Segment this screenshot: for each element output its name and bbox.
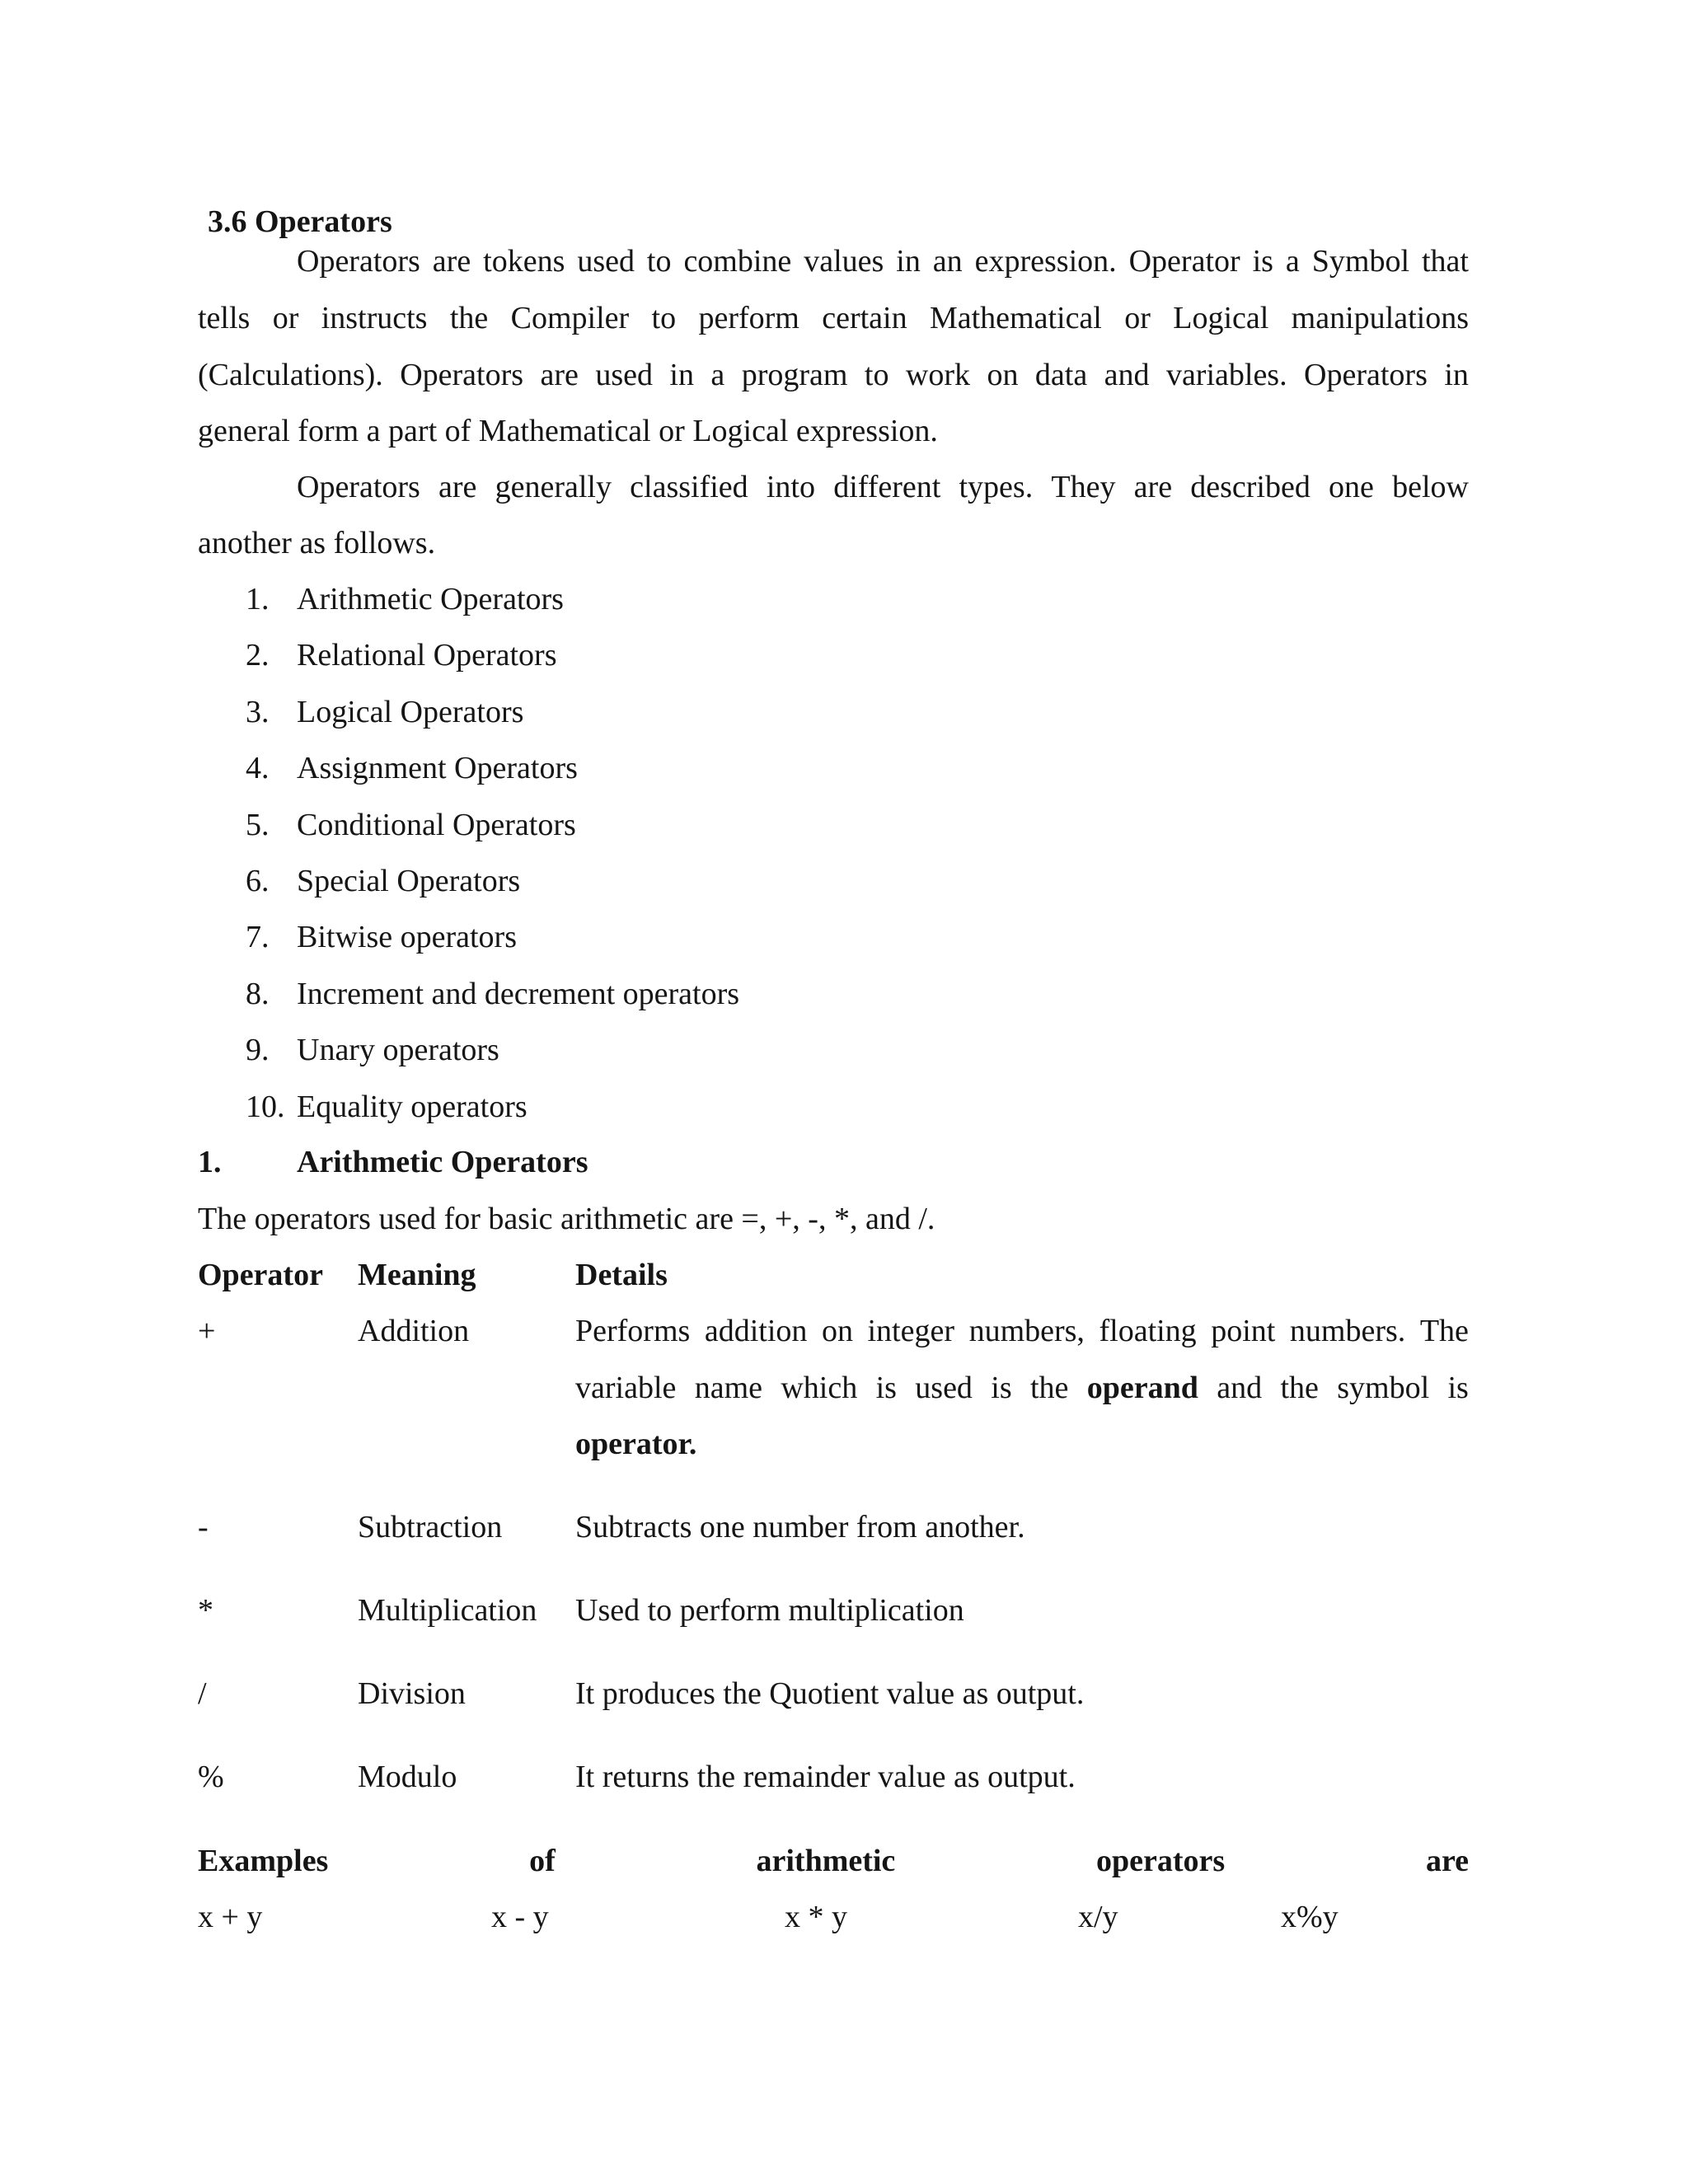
operator-details-line1 — [575, 1315, 1469, 1347]
word: an — [932, 244, 963, 279]
para1-line4: general form a part of Mathematical or Logical expression. — [198, 414, 938, 448]
list-item-label: Equality operators — [297, 1090, 528, 1124]
list-item-label: Increment and decrement operators — [297, 977, 740, 1011]
word: instructs — [321, 301, 428, 335]
list-item-number: 9. — [246, 1033, 270, 1067]
bold-term: operand — [1086, 1371, 1198, 1405]
word: a — [1285, 244, 1300, 279]
word: to — [646, 244, 672, 279]
word: in — [896, 244, 921, 279]
example-expression: x + y — [198, 1900, 263, 1934]
word: Symbol — [1311, 244, 1409, 279]
word: described — [1190, 470, 1311, 504]
word: is — [1447, 1371, 1469, 1405]
operator-symbol: % — [198, 1760, 224, 1794]
word: Operators — [1304, 358, 1428, 392]
word: and — [1217, 1371, 1263, 1405]
word: Operator — [1128, 244, 1240, 279]
operator-details-line3: operator. — [575, 1427, 697, 1461]
word: Operators — [400, 358, 524, 392]
header-operator: Operator — [198, 1258, 323, 1292]
word: of — [529, 1844, 556, 1878]
operator-details: Subtracts one number from another. — [575, 1510, 1025, 1544]
para2-line1 — [297, 471, 1469, 503]
list-item-number: 6. — [246, 864, 270, 898]
word: are — [540, 358, 579, 392]
word: values — [804, 244, 884, 279]
word: are — [432, 244, 471, 279]
operator-details: Used to perform multiplication — [575, 1593, 964, 1628]
word: Examples — [198, 1844, 329, 1878]
word: in — [669, 358, 694, 392]
operator-meaning: Addition — [358, 1314, 470, 1348]
word: the — [449, 301, 489, 335]
arith-intro: The operators used for basic arithmetic are =, +, -, *, and /. — [198, 1202, 935, 1236]
operator-symbol: * — [198, 1593, 213, 1628]
operator-meaning: Multiplication — [358, 1593, 537, 1628]
word: Performs — [575, 1314, 691, 1348]
word: to — [651, 301, 677, 335]
word: work — [905, 358, 971, 392]
subsection-number: 1. — [198, 1145, 222, 1179]
para1-line1 — [297, 246, 1469, 277]
word: different — [833, 470, 941, 504]
word: generally — [495, 470, 612, 504]
word: which — [781, 1371, 858, 1405]
word: variable — [575, 1371, 677, 1405]
word: used — [915, 1371, 973, 1405]
list-item-number: 2. — [246, 638, 270, 673]
word: below — [1392, 470, 1469, 504]
word: Operators — [297, 470, 420, 504]
list-item-number: 1. — [246, 582, 270, 616]
list-item-number: 5. — [246, 808, 270, 842]
operator-symbol: - — [198, 1510, 209, 1544]
list-item-label: Bitwise operators — [297, 920, 518, 954]
word: types. — [959, 470, 1034, 504]
word: are — [438, 470, 477, 504]
example-expression: x/y — [1078, 1900, 1118, 1934]
word: Compiler — [510, 301, 630, 335]
word: expression. — [974, 244, 1117, 279]
word: program — [741, 358, 848, 392]
word: into — [766, 470, 815, 504]
example-expression: x * y — [785, 1900, 847, 1934]
operator-details-line2 — [575, 1372, 1469, 1404]
header-meaning: Meaning — [358, 1258, 476, 1292]
list-item-label: Relational Operators — [297, 638, 557, 673]
word: operators — [1096, 1844, 1226, 1878]
examples-heading — [198, 1845, 1469, 1877]
list-item-label: Special Operators — [297, 864, 521, 898]
word: that — [1421, 244, 1469, 279]
para2-line2: another as follows. — [198, 526, 436, 560]
example-expression: x%y — [1281, 1900, 1339, 1934]
word: tells — [198, 301, 251, 335]
operator-meaning: Subtraction — [358, 1510, 503, 1544]
word: a — [710, 358, 725, 392]
list-item-label: Arithmetic Operators — [297, 582, 564, 616]
list-item-number: 7. — [246, 920, 270, 954]
word: symbol — [1337, 1371, 1430, 1405]
word: (Calculations). — [198, 358, 383, 392]
word: perform — [698, 301, 799, 335]
word: manipulations — [1291, 301, 1469, 335]
operator-details: It returns the remainder value as output. — [575, 1760, 1076, 1794]
operator-symbol: + — [198, 1314, 216, 1348]
list-item-label: Unary operators — [297, 1033, 499, 1067]
word: used — [595, 358, 653, 392]
word: or — [272, 301, 299, 335]
word: combine — [683, 244, 792, 279]
word: data — [1034, 358, 1088, 392]
list-item-number: 10. — [246, 1090, 285, 1124]
word: The — [1419, 1314, 1469, 1348]
word: is — [991, 1371, 1012, 1405]
section-heading: 3.6 Operators — [208, 204, 392, 239]
list-item-number: 8. — [246, 977, 270, 1011]
word: used — [577, 244, 635, 279]
subsection-heading: Arithmetic Operators — [297, 1145, 588, 1179]
word: point — [1211, 1314, 1276, 1348]
word: the — [1280, 1371, 1319, 1405]
operator-meaning: Modulo — [358, 1760, 457, 1794]
list-item-label: Conditional Operators — [297, 808, 576, 842]
word: in — [1444, 358, 1469, 392]
word: tokens — [483, 244, 565, 279]
word: numbers. — [1289, 1314, 1406, 1348]
word: integer — [867, 1314, 955, 1348]
example-expression: x - y — [491, 1900, 549, 1934]
word: are — [1425, 1844, 1469, 1878]
list-item-number: 3. — [246, 695, 270, 729]
word: and — [1104, 358, 1150, 392]
word: Mathematical — [929, 301, 1102, 335]
word: the — [1029, 1371, 1069, 1405]
word: They — [1051, 470, 1116, 504]
word: are — [1133, 470, 1173, 504]
operator-meaning: Division — [358, 1676, 466, 1711]
word: floating — [1099, 1314, 1197, 1348]
word: classified — [630, 470, 748, 504]
word: numbers, — [968, 1314, 1085, 1348]
word: certain — [822, 301, 907, 335]
list-item-number: 4. — [246, 751, 270, 785]
header-details: Details — [575, 1258, 668, 1292]
operator-symbol: / — [198, 1676, 207, 1711]
word: Operators — [297, 244, 420, 279]
word: to — [864, 358, 889, 392]
list-item-label: Assignment Operators — [297, 751, 578, 785]
para1-line3 — [198, 359, 1469, 391]
para1-line2 — [198, 302, 1469, 334]
word: on — [987, 358, 1019, 392]
word: name — [694, 1371, 763, 1405]
word: on — [821, 1314, 853, 1348]
word: variables. — [1165, 358, 1287, 392]
operator-details: It produces the Quotient value as output. — [575, 1676, 1085, 1711]
list-item-label: Logical Operators — [297, 695, 524, 729]
word: arithmetic — [756, 1844, 896, 1878]
word: or — [1124, 301, 1151, 335]
word: addition — [704, 1314, 808, 1348]
word: Logical — [1173, 301, 1269, 335]
word: is — [1252, 244, 1273, 279]
word: one — [1329, 470, 1374, 504]
word: is — [875, 1371, 897, 1405]
